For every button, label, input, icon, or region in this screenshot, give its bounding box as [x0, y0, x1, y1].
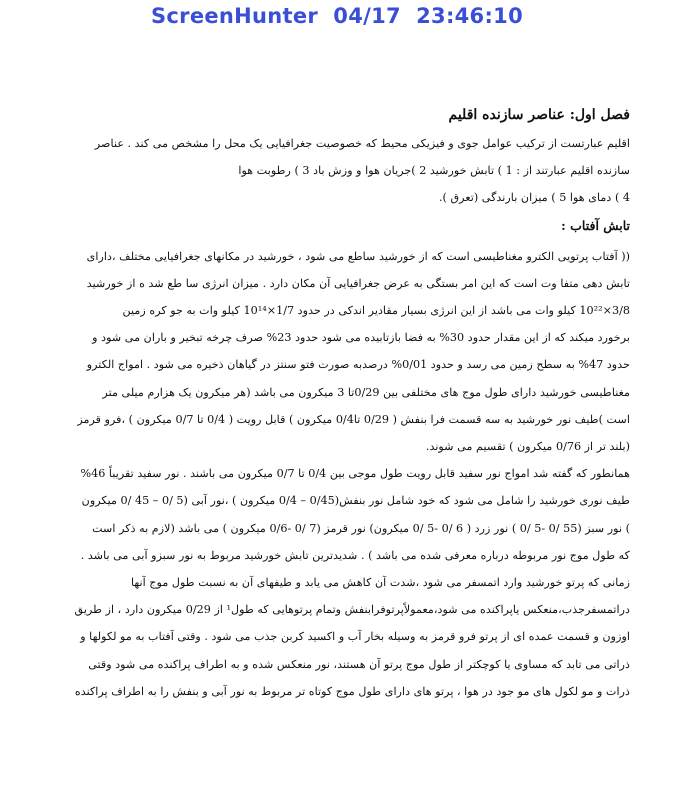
body2-line-3: ) نور سبز (55 /0 -5 /0 ) نور زرد ( 6 /0 -5 /0 میکرون) نور قرمز (7 /0 -0/6 میکرون ) می باشد (لازم به ذکر است [92, 521, 630, 535]
chapter-title: فصل اول: عناصر سازنده اقلیم [448, 107, 630, 123]
body-line-2: تابش دهی متفا وت است که این امر بستگی به عرض جغرافیایی آن مکان دارد . میزان انرژی سا طع شد ه از خورشید [86, 276, 630, 290]
body-line-4: برخورد میکند که از این مقدار حدود 30% به فضا بازتابیده می شود حدود 23% صرف چرخه تبخیر و باران می شود و [92, 331, 630, 345]
body2-line-5: زمانی که پرتو خورشید وارد اتمسفر می شود ،شدت آن کاهش می یابد و طیفهای آن به نسبت طول موج آنها [130, 576, 630, 590]
intro-line-3: 4 ) دمای هوا 5 ) میزان بارندگی (تعرق ). [438, 191, 630, 205]
body-line-8: (بلند تر از 0/76 میکرون ) تقسیم می شوند. [425, 440, 630, 454]
body2-line-9: ذرات و مو لکول های مو جود در هوا ، پرتو های دارای طول موج کوتاه تر مربوط به نور آبی و بنفش را به اطراف پراکنده [74, 684, 630, 698]
screenhunter-watermark: ScreenHunter 04/17 23:46:10 [150, 4, 523, 28]
body-line-5: حدود 47% به سطح زمین می رسد و حدود 0/01% درصدبه صورت فتو سنتز در گیاهان ذخیره می شود . امواج الکترو [86, 358, 630, 372]
body2-line-2: طیف نوری خورشید را شامل می شود که خود شامل نور بنفش(0/45 – 0/4 میکرون ) ،نور آبی (5 /0 – 45 /0 میکرون [81, 494, 630, 508]
body2-line-6: دراتمسفرجذب،منعکس یاپراکنده می شود،معمولاًپرتوفرابنفش وتمام پرتوهایی که طول¹ از 0/29 میکرون دارد ، از طریق [74, 603, 630, 617]
body-line-1: (( آفتاب پرتویی الکترو مغناطیسی است که از خورشید ساطع می شود ، خورشید در مکانهای جغرافیایی مختلف ،دارای [86, 249, 630, 263]
body2-line-1: همانطور که گفته شد امواج نور سفید قابل رویت طول موجی بین 0/4 تا 0/7 میکرون می باشند . نور سفید تقریباً 46% [80, 467, 630, 481]
body2-line-4: که طول موج نور مربوطه درباره معرفی شده می باشد ) . شدیدترین تابش خورشید مربوط به نور سبزو آبی می باشد . [80, 548, 630, 562]
section-title: تابش آفتاب : [561, 217, 630, 233]
document-page [40, 100, 630, 705]
body2-line-7: اوزون و قسمت عمده ای از پرتو فرو قرمز به وسیله بخار آب و اکسید کربن جذب می شود . وقتی آفتاب به مو لکولها و [80, 630, 630, 644]
intro-line-1: اقلیم عبارتست از ترکیب عوامل جوی و فیزیکی محیط که خصوصیت جغرافیایی یک محل را مشخص می کند . عناصر [94, 137, 630, 150]
intro-line-2: سازنده اقلیم عبارتند از : 1 ) تابش خورشید 2 )جریان هوا و وزش باد 3 ) رطوبت هوا [238, 164, 630, 178]
body2-line-8: ذراتی می تابد که مساوی یا کوچکتر از طول موج پرتو آن هستند، نور منعکس شده و به اطراف پراکنده می شود وقتی [88, 657, 630, 671]
body-line-6: مغناطیسی خورشید دارای طول موج های مختلفی بین 0/29تا 3 میکرون می باشد (هر میکرون یک هزارم میلی متر [102, 385, 630, 399]
body-line-3: 3/8×10²² کیلو وات می باشد از این انرژی بسیار مقادیر اندکی در حدود 1/7×10¹⁴ کیلو وات به جو کره زمین [122, 304, 630, 318]
body-line-7: است )طیف نور خورشید به سه قسمت فرا بنفش ( 0/29 تا0/4 میکرون ) قابل رویت ( 0/4 تا 0/7 میکرون ) ،فرو قرمز [77, 412, 630, 426]
